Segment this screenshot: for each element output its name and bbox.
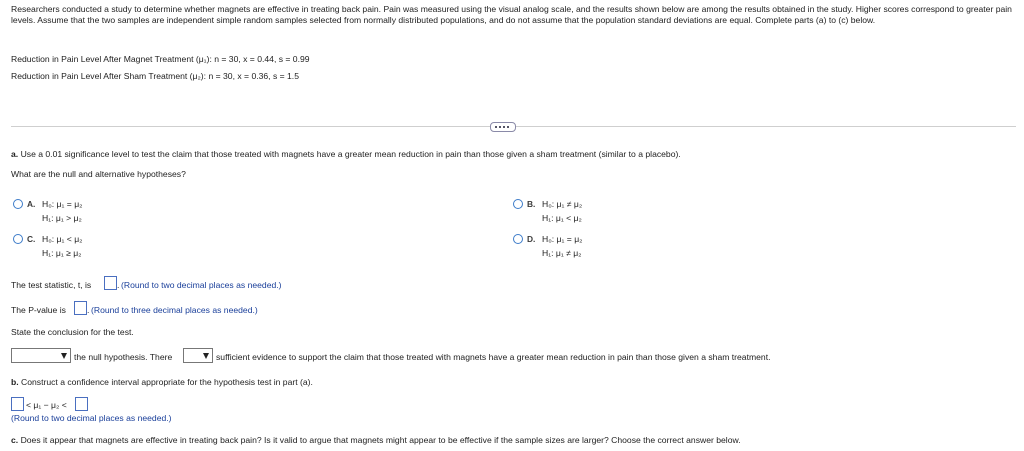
ci-middle-text: < μ₁ − μ₂ < xyxy=(26,400,67,410)
ellipsis-icon xyxy=(495,126,497,128)
reject-decision-select[interactable] xyxy=(11,348,71,363)
part-b-label: b. xyxy=(11,377,19,387)
option-c-letter: C. xyxy=(27,234,36,244)
expand-more-button[interactable] xyxy=(490,122,516,132)
option-a-radio[interactable] xyxy=(13,199,23,209)
conclusion-label: State the conclusion for the test. xyxy=(11,327,134,337)
option-a-h0: H₀: μ₁ = μ₂ xyxy=(42,199,83,209)
option-d-h1: H₁: μ₁ ≠ μ₂ xyxy=(542,248,582,258)
ci-lower-input[interactable] xyxy=(11,397,24,411)
option-c-radio[interactable] xyxy=(13,234,23,244)
conclusion-mid-text: the null hypothesis. There xyxy=(74,352,173,362)
sham-data-line: Reduction in Pain Level After Sham Treatment (μ₂): n = 30, x = 0.36, s = 1.5 xyxy=(11,71,299,81)
chevron-down-icon xyxy=(59,350,69,361)
ci-upper-input[interactable] xyxy=(75,397,88,411)
test-stat-input[interactable] xyxy=(104,276,120,290)
part-c-label: c. xyxy=(11,435,19,445)
option-c-h0: H₀: μ₁ < μ₂ xyxy=(42,234,83,244)
option-b-h1: H₁: μ₁ < μ₂ xyxy=(542,213,582,223)
pvalue-input[interactable] xyxy=(74,301,90,315)
pvalue-hint: (Round to three decimal places as needed.) xyxy=(91,305,258,315)
part-a-label: a. xyxy=(11,149,19,159)
part-b-hint: (Round to two decimal places as needed.) xyxy=(11,413,172,423)
part-a-prompt xyxy=(11,149,681,159)
chevron-down-icon xyxy=(201,350,211,361)
pvalue-label: The P-value is xyxy=(11,305,66,315)
part-c-prompt xyxy=(11,435,741,445)
option-a-h1: H₁: μ₁ > μ₂ xyxy=(42,213,82,223)
test-stat-dot: . xyxy=(117,280,120,290)
magnet-data-line: Reduction in Pain Level After Magnet Treatment (μ₁): n = 30, x = 0.44, s = 0.99 xyxy=(11,54,310,64)
test-stat-hint: (Round to two decimal places as needed.) xyxy=(121,280,282,290)
option-a-letter: A. xyxy=(27,199,36,209)
evidence-select[interactable] xyxy=(183,348,213,363)
option-d-radio[interactable] xyxy=(513,234,523,244)
option-b-letter: B. xyxy=(527,199,536,209)
option-d-letter: D. xyxy=(527,234,536,244)
part-a-text: Use a 0.01 significance level to test the claim that those treated with magnets have a greater mean reduction in pain than those given a sham treatment (similar to a placebo). xyxy=(20,149,681,159)
pvalue-dot: . xyxy=(87,305,90,315)
hypotheses-question: What are the null and alternative hypotheses? xyxy=(11,169,186,179)
part-b-text: Construct a confidence interval appropriate for the hypothesis test in part (a). xyxy=(21,377,313,387)
option-b-h0: H₀: μ₁ ≠ μ₂ xyxy=(542,199,583,209)
conclusion-end-text: sufficient evidence to support the claim that those treated with magnets have a greater mean reduction in pain than those given a sham treatment. xyxy=(216,352,771,362)
test-stat-label: The test statistic, t, is xyxy=(11,280,92,290)
part-b-prompt xyxy=(11,377,313,387)
problem-intro: Researchers conducted a study to determine whether magnets are effective in treating back pain. Pain was measured using the visual analog scale, and the results shown below are among the results obtained in the study. Higher scores correspond to greater pain levels. Assume that the two samples are independent simple random samples selected from normally distributed populations, and do not assume that the population standard deviations are equal. Complete parts (a) to (c) below. xyxy=(11,4,1012,25)
option-d-h0: H₀: μ₁ = μ₂ xyxy=(542,234,583,244)
part-c-text: Does it appear that magnets are effective in treating back pain? Is it valid to argue that magnets might appear to be effective if the sample sizes are larger? Choose the correct answer below. xyxy=(20,435,741,445)
option-c-h1: H₁: μ₁ ≥ μ₂ xyxy=(42,248,82,258)
option-b-radio[interactable] xyxy=(513,199,523,209)
